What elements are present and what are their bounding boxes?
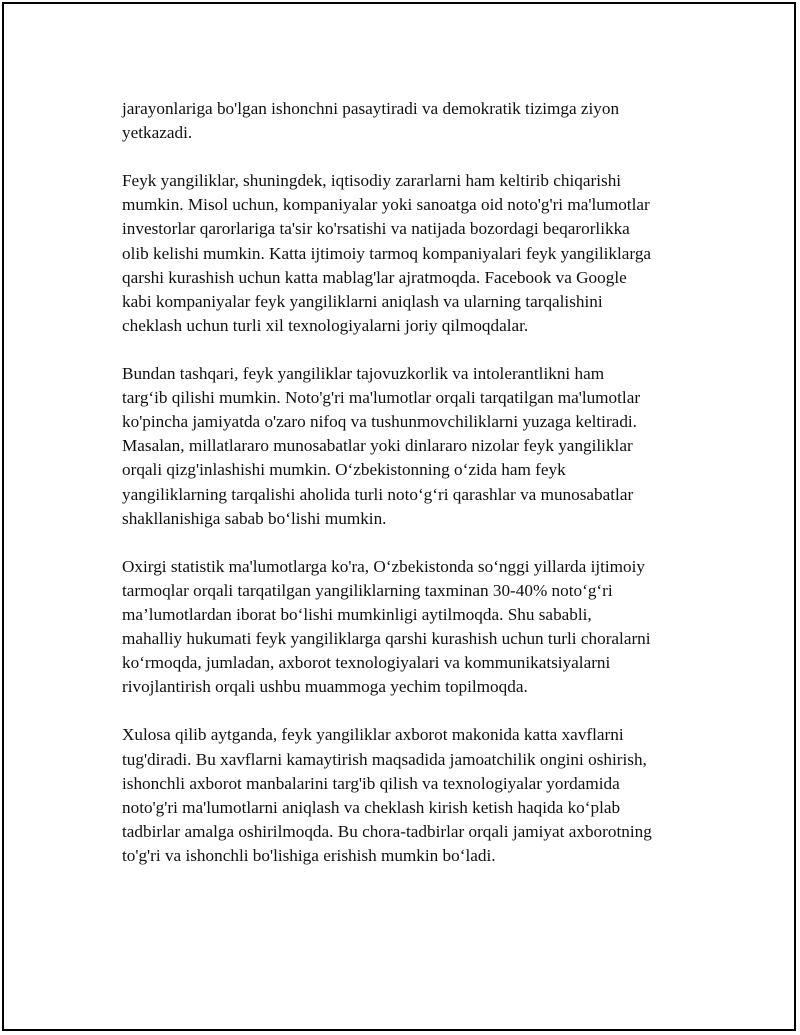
text-line: Feyk yangiliklar, shuningdek, iqtisodiy zararlarni ham keltirib chiqarishi bbox=[122, 171, 622, 191]
text-line: yangiliklarning tarqalishi aholida turli noto‘g‘ri qarashlar va munosabatlar bbox=[122, 484, 634, 504]
text-line: orqali qizg'inlashishi mumkin. O‘zbekistonning o‘zida ham feyk bbox=[122, 460, 566, 480]
text-line: olib kelishi mumkin. Katta ijtimoiy tarmoq kompaniyalari feyk yangiliklarga bbox=[122, 243, 652, 263]
text-line: ko‘rmoqda, jumladan, axborot texnologiyalari va kommunikatsiyalarni bbox=[122, 653, 611, 673]
text-line: targ‘ib qilishi mumkin. Noto'g'ri ma'lumotlar orqali tarqatilgan ma'lumotlar bbox=[122, 388, 641, 408]
text-line: cheklash uchun turli xil texnologiyalarni joriy qilmoqdalar. bbox=[122, 315, 529, 335]
text-line: ko'pincha jamiyatda o'zaro nifoq va tushunmovchiliklarni yuzaga keltiradi. bbox=[122, 412, 637, 432]
paragraph-4 bbox=[122, 555, 702, 700]
document-page bbox=[2, 2, 796, 1031]
text-line: mahalliy hukumati feyk yangiliklarga qarshi kurashish uchun turli choralarni bbox=[122, 629, 651, 649]
text-line: Bundan tashqari, feyk yangiliklar tajovuzkorlik va intolerantlikni ham bbox=[122, 364, 605, 384]
text-line: Oxirgi statistik ma'lumotlarga ko'ra, O‘zbekistonda so‘nggi yillarda ijtimoiy bbox=[122, 556, 646, 576]
text-line: to'g'ri va ishonchli bo'lishiga erishish mumkin bo‘ladi. bbox=[122, 845, 496, 865]
text-line: yetkazadi. bbox=[122, 123, 193, 143]
text-line: tarmoqlar orqali tarqatilgan yangiliklarning taxminan 30-40% noto‘g‘ri bbox=[122, 580, 613, 600]
text-line: qarshi kurashish uchun katta mablag'lar ajratmoqda. Facebook va Google bbox=[122, 267, 627, 287]
text-line: tadbirlar amalga oshirilmoqda. Bu chora-tadbirlar orqali jamiyat axborotning bbox=[122, 821, 652, 841]
text-line: investorlar qarorlariga ta'sir ko'rsatishi va natijada bozordagi beqarorlikka bbox=[122, 219, 630, 239]
text-line: ma’lumotlardan iborat bo‘lishi mumkinligi aytilmoqda. Shu sababli, bbox=[122, 604, 592, 624]
text-line: ishonchli axborot manbalarini targ'ib qilish va texnologiyalar yordamida bbox=[122, 773, 620, 793]
paragraph-5 bbox=[122, 723, 702, 868]
paragraph-3 bbox=[122, 362, 702, 531]
text-line: Masalan, millatlararo munosabatlar yoki dinlararo nizolar feyk yangiliklar bbox=[122, 436, 633, 456]
text-line: rivojlantirish orqali ushbu muammoga yechim topilmoqda. bbox=[122, 677, 528, 697]
document-body bbox=[122, 97, 702, 868]
text-line: jarayonlariga bo'lgan ishonchni pasaytiradi va demokratik tizimga ziyon bbox=[122, 99, 620, 118]
text-line: mumkin. Misol uchun, kompaniyalar yoki sanoatga oid noto'g'ri ma'lumotlar bbox=[122, 195, 650, 215]
text-line: kabi kompaniyalar feyk yangiliklarni aniqlash va ularning tarqalishini bbox=[122, 291, 603, 311]
text-line: Xulosa qilib aytganda, feyk yangiliklar axborot makonida katta xavflarni bbox=[122, 725, 624, 745]
paragraph-2 bbox=[122, 169, 702, 338]
paragraph-1 bbox=[122, 97, 702, 145]
text-line: tug'diradi. Bu xavflarni kamaytirish maqsadida jamoatchilik ongini oshirish, bbox=[122, 749, 647, 769]
text-line: noto'g'ri ma'lumotlarni aniqlash va cheklash kirish ketish haqida ko‘plab bbox=[122, 797, 621, 817]
text-line: shakllanishiga sabab bo‘lishi mumkin. bbox=[122, 508, 387, 528]
